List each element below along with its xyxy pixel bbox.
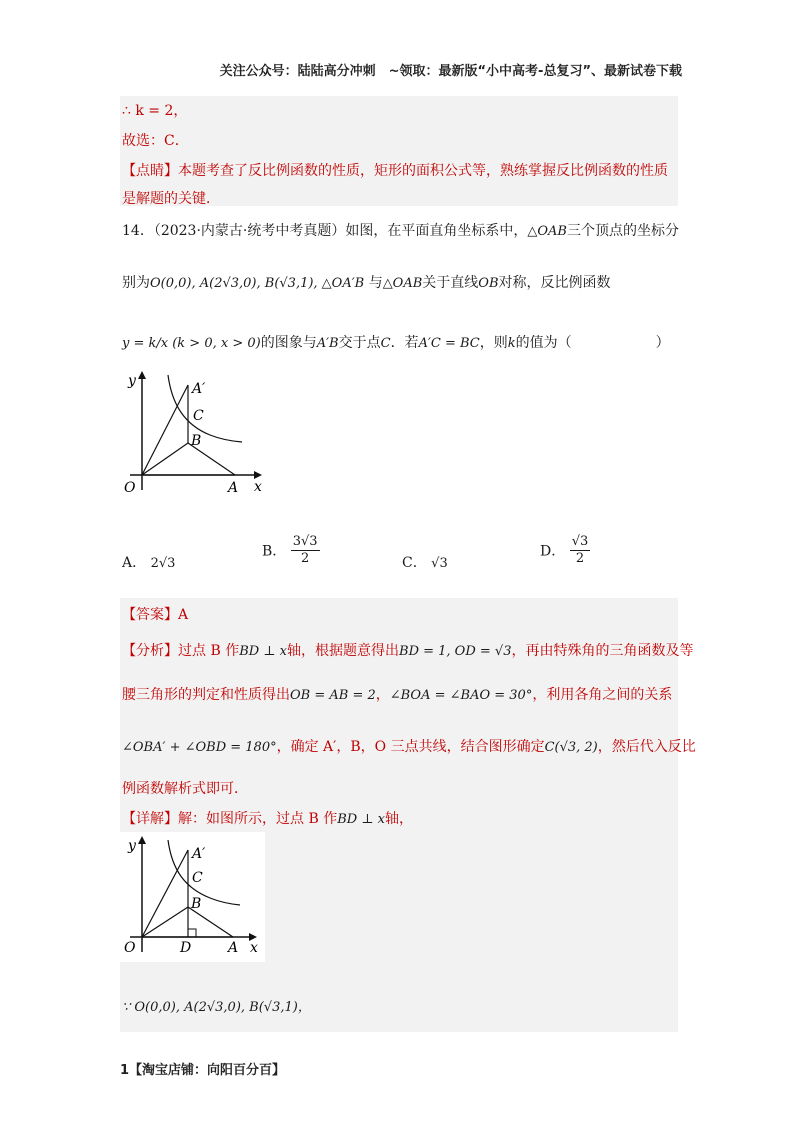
- fig-label-b: B: [191, 433, 202, 449]
- fig2-label-x: x: [250, 940, 258, 956]
- option-b-fraction: [291, 534, 320, 567]
- option-b-den: 2: [301, 551, 310, 566]
- therefore-k-line: ∴ k = 2，: [122, 103, 188, 119]
- y-axis-arrow-2: [138, 836, 146, 844]
- option-d-num: √3: [571, 534, 589, 549]
- option-d-fraction: [570, 534, 591, 567]
- segment-ob: [142, 443, 188, 475]
- option-c-value: √3: [431, 556, 448, 571]
- segment-oa-prime: [142, 385, 188, 475]
- fig2-label-d: D: [180, 940, 192, 956]
- fig2-label-a-prime: A′: [192, 846, 206, 862]
- fig-label-o: O: [124, 480, 136, 496]
- because-line: [122, 996, 311, 1015]
- answer-tag: 【答案】: [122, 607, 178, 623]
- fig-label-a-prime: A′: [192, 381, 206, 397]
- q14-triangle-2: △OAB: [382, 276, 423, 291]
- because-coords: ∵ O(0,0), A(2√3,0), B(√3,1)，: [122, 1000, 311, 1015]
- q14-l3e: 的值为（ ）: [515, 335, 670, 351]
- option-c: [402, 552, 448, 572]
- q14-coords: O(0,0), A(2√3,0), B(√3,1), △OA′B: [150, 276, 365, 291]
- choice-line: 故选：C．: [122, 133, 189, 149]
- q14-lead: 14．（2023·内蒙古·统考中考真题）如图，在平面直角坐标系中，: [122, 223, 528, 239]
- comment-line-1: [122, 160, 668, 180]
- page-footer: 1【淘宝店铺：向阳百分百】: [120, 1063, 286, 1078]
- option-b-label: B．: [262, 543, 287, 560]
- option-b: [262, 534, 320, 567]
- analysis-eq2: OB = AB = 2: [290, 688, 376, 703]
- option-b-num: 3√3: [292, 534, 318, 549]
- option-a-value: 2√3: [150, 556, 176, 571]
- analysis-a7: ，确定 A′，B，O 三点共线，结合图形确定: [276, 739, 545, 755]
- analysis-eq3: ∠BOA = ∠BAO = 30°: [389, 688, 533, 703]
- analysis-line-3: [122, 736, 696, 756]
- fig2-label-b: B: [191, 896, 202, 912]
- analysis-line-1: [122, 640, 693, 660]
- option-a-label: A．: [122, 555, 147, 571]
- analysis-a3: ，再由特殊角的三角函数及等: [511, 643, 694, 659]
- analysis-eq1: BD = 1, OD = √3: [399, 644, 512, 659]
- right-angle-mark: [188, 929, 196, 937]
- fig2-label-y: y: [128, 838, 136, 854]
- option-d-den: 2: [575, 551, 585, 566]
- q14-lead2: 三个顶点的坐标分: [566, 223, 679, 239]
- analysis-a5: ，: [375, 687, 390, 703]
- q14-condition: A′C = BC: [418, 336, 480, 351]
- detail-tag: 【详解】: [122, 811, 178, 827]
- analysis-eq5: C(√3, 2): [544, 740, 598, 755]
- option-d-label: D．: [540, 543, 566, 560]
- comment-text-1: 本题考查了反比例函数的性质，矩形的面积公式等，熟练掌握反比例函数的性质: [178, 163, 668, 179]
- page-header: 关注公众号：陆陆高分冲刺 ~领取：最新版“小中高考-总复习”、最新试卷下载: [219, 64, 682, 79]
- comment-line-2: 是解题的关键．: [122, 191, 220, 207]
- detail-line-1: [122, 808, 413, 828]
- fig-label-x: x: [254, 479, 262, 495]
- segment-ob-2: [142, 907, 188, 937]
- comment-tag: 【点睛】: [122, 163, 178, 179]
- detail-bd-perp-x: BD ⊥ x: [337, 812, 386, 827]
- q14-l2d: 对称，反比例函数: [498, 275, 611, 291]
- analysis-tag: 【分析】: [122, 643, 178, 659]
- question-figure: [120, 365, 270, 500]
- question-14-line-3: [122, 332, 670, 352]
- q14-k: k: [507, 336, 516, 351]
- q14-ob: OB: [478, 276, 499, 291]
- fig2-label-c: C: [192, 870, 203, 886]
- analysis-bd-perp-x: BD ⊥ x: [239, 644, 288, 659]
- q14-l3a: 的图象与: [260, 335, 317, 351]
- y-axis-arrow: [138, 371, 146, 379]
- segment-oa-prime-2: [142, 850, 188, 937]
- q14-c: C: [380, 336, 391, 351]
- analysis-eq4: ∠OBA′ + ∠OBD = 180°: [122, 740, 277, 755]
- option-a: [122, 552, 175, 572]
- detail-d2: 轴，: [385, 811, 414, 827]
- q14-l3d: ，则: [479, 335, 508, 351]
- fig-label-a: A: [228, 480, 239, 496]
- detail-d1: 解：如图所示，过点 B 作: [178, 811, 338, 827]
- option-c-label: C．: [402, 555, 427, 571]
- q14-l2a: 别为: [122, 275, 150, 291]
- q14-l2b: 与: [368, 275, 383, 291]
- analysis-a6: ，利用各角之间的关系: [532, 687, 673, 703]
- analysis-line-2: [122, 684, 672, 704]
- answer-line: [122, 604, 188, 624]
- solution-figure: [120, 832, 265, 962]
- analysis-a8: ，然后代入反比: [597, 739, 696, 755]
- fig-label-c: C: [193, 408, 204, 424]
- answer-value: A: [178, 607, 189, 623]
- analysis-line-4: 例函数解析式即可．: [122, 781, 248, 797]
- fig-label-y: y: [128, 373, 136, 389]
- analysis-a2: 轴，根据题意得出: [287, 643, 400, 659]
- q14-function: y = k/x (k > 0, x > 0): [122, 336, 261, 351]
- fig2-label-a: A: [228, 940, 239, 956]
- q14-l3b: 交于点: [338, 335, 381, 351]
- x-axis-arrow: [254, 471, 262, 479]
- fig2-label-o: O: [124, 940, 136, 956]
- question-14-line-2: [122, 272, 611, 292]
- question-14-line-1: [122, 220, 679, 240]
- analysis-a1: 过点 B 作: [178, 643, 240, 659]
- q14-l2c: 关于直线: [422, 275, 479, 291]
- q14-ab: A′B: [316, 336, 339, 351]
- q14-l3c: ．若: [390, 335, 419, 351]
- option-d: [540, 534, 590, 567]
- analysis-a4: 腰三角形的判定和性质得出: [122, 687, 290, 703]
- q14-triangle: △OAB: [527, 224, 567, 239]
